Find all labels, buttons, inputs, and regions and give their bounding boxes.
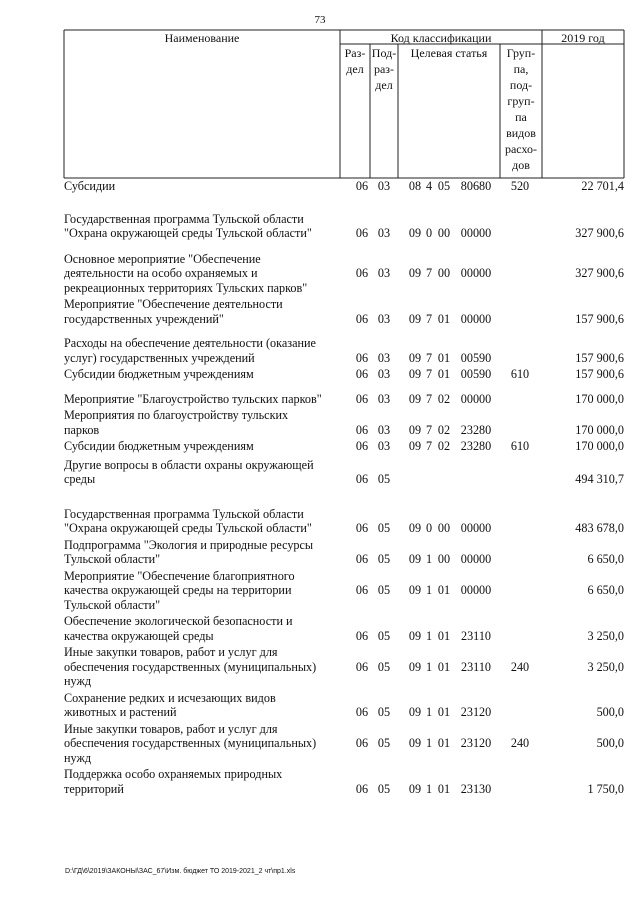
code-a: 09	[408, 226, 422, 240]
code-rz: 06	[355, 350, 369, 365]
header-razdel: Раз- дел	[344, 46, 366, 76]
table-row	[64, 645, 624, 689]
file-path-footer: D:\ГД\6\2019\ЗАКОНЫ\ЗАС_67\Изм. бюджет ТО 2019-2021_2 чт\пр1.xls	[65, 868, 296, 875]
row-name: Обеспечение экологической безопасности и качества окружающей среды	[64, 614, 293, 643]
code-rz: 06	[355, 781, 369, 796]
code-b: 0	[425, 521, 433, 535]
code-rz: 06	[355, 226, 369, 240]
code-pr: 05	[377, 705, 391, 719]
code-b: 1	[425, 781, 433, 796]
code-g: 520	[510, 179, 530, 193]
code-b: 0	[425, 226, 433, 240]
header-classification: Код классификации	[390, 31, 492, 45]
code-b: 7	[425, 367, 433, 381]
code-d: 23110	[460, 659, 492, 674]
code-d: 00000	[460, 226, 492, 240]
row-name: Субсидии бюджетным учреждениям	[64, 367, 254, 381]
code-d: 23110	[460, 628, 492, 643]
table-row	[64, 691, 624, 720]
code-rz: 06	[355, 391, 369, 406]
row-name: Иные закупки товаров, работ и услуг для обеспечения государственных (муниципальных) нужд	[64, 645, 317, 688]
header-target-article: Целевая статья	[410, 46, 488, 60]
amount-2019: 3 250,0	[587, 659, 624, 674]
code-c: 01	[437, 705, 451, 719]
amount-2019: 483 678,0	[575, 521, 624, 535]
code-b: 1	[425, 583, 433, 597]
code-rz: 06	[355, 422, 369, 437]
row-name: Государственная программа Тульской области "Охрана окружающей среды Тульской области"	[64, 506, 312, 535]
row-name: Подпрограмма "Экология и природные ресурсы Тульской области"	[64, 537, 314, 566]
amount-2019: 6 650,0	[587, 552, 624, 566]
code-a: 09	[408, 311, 422, 326]
code-rz: 06	[355, 736, 369, 750]
code-pr: 05	[377, 552, 391, 566]
code-d: 00000	[460, 311, 492, 326]
code-b: 1	[425, 705, 433, 719]
page-number: 73	[314, 14, 326, 26]
code-a: 08	[408, 179, 422, 193]
amount-2019: 327 900,6	[575, 226, 624, 240]
code-d: 00000	[460, 521, 492, 535]
table-row	[64, 297, 624, 326]
code-c: 00	[437, 521, 451, 535]
code-d: 00590	[460, 350, 492, 365]
code-a: 09	[408, 628, 422, 643]
code-pr: 03	[377, 367, 391, 381]
code-d: 80680	[460, 179, 492, 193]
code-b: 7	[425, 422, 433, 437]
code-c: 01	[437, 350, 451, 365]
code-rz: 06	[355, 439, 369, 453]
amount-2019: 170 000,0	[575, 439, 624, 453]
amount-2019: 6 650,0	[587, 583, 624, 597]
code-rz: 06	[355, 628, 369, 643]
code-rz: 06	[355, 179, 369, 193]
table-row	[64, 439, 624, 454]
table-row	[64, 767, 624, 796]
code-pr: 03	[377, 226, 391, 240]
code-pr: 03	[377, 422, 391, 437]
row-name: Расходы на обеспечение деятельности (оказание услуг) государственных учреждений	[64, 336, 316, 365]
code-d: 23120	[460, 705, 492, 719]
code-c: 01	[437, 659, 451, 674]
code-d: 00000	[460, 266, 492, 280]
code-d: 23130	[460, 781, 492, 796]
header-year: 2019 год	[561, 31, 605, 45]
code-pr: 03	[377, 350, 391, 365]
code-a: 09	[408, 367, 422, 381]
table-row	[64, 722, 624, 766]
code-pr: 05	[377, 628, 391, 643]
code-pr: 05	[377, 659, 391, 674]
row-name: Субсидии	[64, 179, 116, 193]
code-a: 09	[408, 266, 422, 280]
table-row	[64, 252, 624, 296]
header-podrazdel: Под- раз- дел	[371, 46, 397, 92]
code-pr: 05	[377, 521, 391, 535]
amount-2019: 3 250,0	[587, 628, 624, 643]
amount-2019: 157 900,6	[575, 367, 624, 381]
code-b: 1	[425, 552, 433, 566]
table-body	[64, 179, 624, 796]
table-row	[64, 392, 624, 407]
code-pr: 03	[377, 179, 391, 193]
code-c: 01	[437, 367, 451, 381]
row-name: Государственная программа Тульской области "Охрана окружающей среды Тульской области"	[64, 211, 312, 240]
table-row	[64, 336, 624, 365]
table-row	[64, 614, 624, 643]
row-name: Поддержка особо охраняемых природных территорий	[64, 767, 283, 796]
code-g: 610	[510, 367, 530, 381]
code-rz: 06	[355, 311, 369, 326]
code-c: 01	[437, 781, 451, 796]
row-name: Мероприятия по благоустройству тульских парков	[64, 408, 289, 437]
table-row	[64, 458, 624, 487]
table-row	[64, 212, 624, 241]
amount-2019: 157 900,6	[575, 350, 624, 365]
amount-2019: 494 310,7	[575, 472, 624, 486]
code-c: 05	[437, 179, 451, 193]
code-d: 23120	[460, 736, 492, 750]
code-c: 01	[437, 736, 451, 750]
row-name: Мероприятие "Обеспечение благоприятного качества окружающей среды на территории Тульской области"	[64, 568, 295, 612]
amount-2019: 500,0	[596, 705, 624, 719]
code-b: 1	[425, 736, 433, 750]
table-row	[64, 367, 624, 382]
code-a: 09	[408, 552, 422, 566]
code-a: 09	[408, 705, 422, 719]
code-pr: 03	[377, 311, 391, 326]
code-pr: 03	[377, 439, 391, 453]
amount-2019: 1 750,0	[587, 781, 624, 796]
row-name: Иные закупки товаров, работ и услуг для обеспечения государственных (муниципальных) нужд	[64, 721, 317, 765]
code-c: 02	[437, 439, 451, 453]
code-rz: 06	[355, 266, 369, 280]
code-g: 240	[510, 659, 530, 674]
code-c: 01	[437, 628, 451, 643]
row-name: Основное мероприятие "Обеспечение деятельности на особо охраняемых и рекреационных территориях Тульских парков"	[64, 251, 308, 295]
code-c: 02	[437, 422, 451, 437]
code-c: 00	[437, 266, 451, 280]
header-group: Груп- па, под- груп- па видов расхо- дов	[504, 46, 538, 172]
table-row	[64, 538, 624, 567]
code-rz: 06	[355, 521, 369, 535]
code-c: 02	[437, 391, 451, 406]
code-pr: 05	[377, 583, 391, 597]
code-c: 01	[437, 311, 451, 326]
code-a: 09	[408, 350, 422, 365]
code-c: 00	[437, 226, 451, 240]
code-a: 09	[408, 439, 422, 453]
code-a: 09	[408, 659, 422, 674]
code-pr: 05	[377, 472, 391, 486]
code-b: 7	[425, 439, 433, 453]
amount-2019: 170 000,0	[575, 391, 624, 406]
code-rz: 06	[355, 583, 369, 597]
amount-2019: 327 900,6	[575, 266, 624, 280]
code-rz: 06	[355, 705, 369, 719]
code-rz: 06	[355, 367, 369, 381]
code-rz: 06	[355, 552, 369, 566]
table-row	[64, 179, 624, 194]
code-rz: 06	[355, 659, 369, 674]
code-pr: 05	[377, 781, 391, 796]
row-name: Мероприятие "Благоустройство тульских парков"	[64, 391, 322, 406]
code-c: 01	[437, 583, 451, 597]
code-b: 4	[425, 179, 433, 193]
code-b: 7	[425, 350, 433, 365]
code-d: 00000	[460, 583, 492, 597]
code-c: 00	[437, 552, 451, 566]
code-pr: 05	[377, 736, 391, 750]
table-row	[64, 569, 624, 613]
amount-2019: 500,0	[596, 736, 624, 750]
code-pr: 03	[377, 266, 391, 280]
code-a: 09	[408, 781, 422, 796]
header-name: Наименование	[164, 31, 240, 45]
code-b: 7	[425, 311, 433, 326]
row-name: Субсидии бюджетным учреждениям	[64, 439, 254, 453]
code-d: 23280	[460, 439, 492, 453]
code-d: 23280	[460, 422, 492, 437]
code-a: 09	[408, 391, 422, 406]
row-name: Другие вопросы в области охраны окружающей среды	[64, 457, 314, 486]
code-a: 09	[408, 422, 422, 437]
amount-2019: 157 900,6	[575, 311, 624, 326]
code-b: 7	[425, 391, 433, 406]
code-b: 1	[425, 628, 433, 643]
code-d: 00000	[460, 552, 492, 566]
code-pr: 03	[377, 391, 391, 406]
amount-2019: 170 000,0	[575, 422, 624, 437]
code-d: 00000	[460, 391, 492, 406]
code-g: 610	[510, 439, 530, 453]
table-row	[64, 408, 624, 437]
code-a: 09	[408, 736, 422, 750]
code-b: 7	[425, 266, 433, 280]
code-b: 1	[425, 659, 433, 674]
code-g: 240	[510, 736, 530, 750]
amount-2019: 22 701,4	[581, 179, 624, 193]
code-a: 09	[408, 521, 422, 535]
row-name: Мероприятие "Обеспечение деятельности государственных учреждений"	[64, 297, 283, 326]
row-name: Сохранение редких и исчезающих видов животных и растений	[64, 690, 276, 719]
code-rz: 06	[355, 472, 369, 486]
code-a: 09	[408, 583, 422, 597]
code-d: 00590	[460, 367, 492, 381]
table-row	[64, 507, 624, 536]
